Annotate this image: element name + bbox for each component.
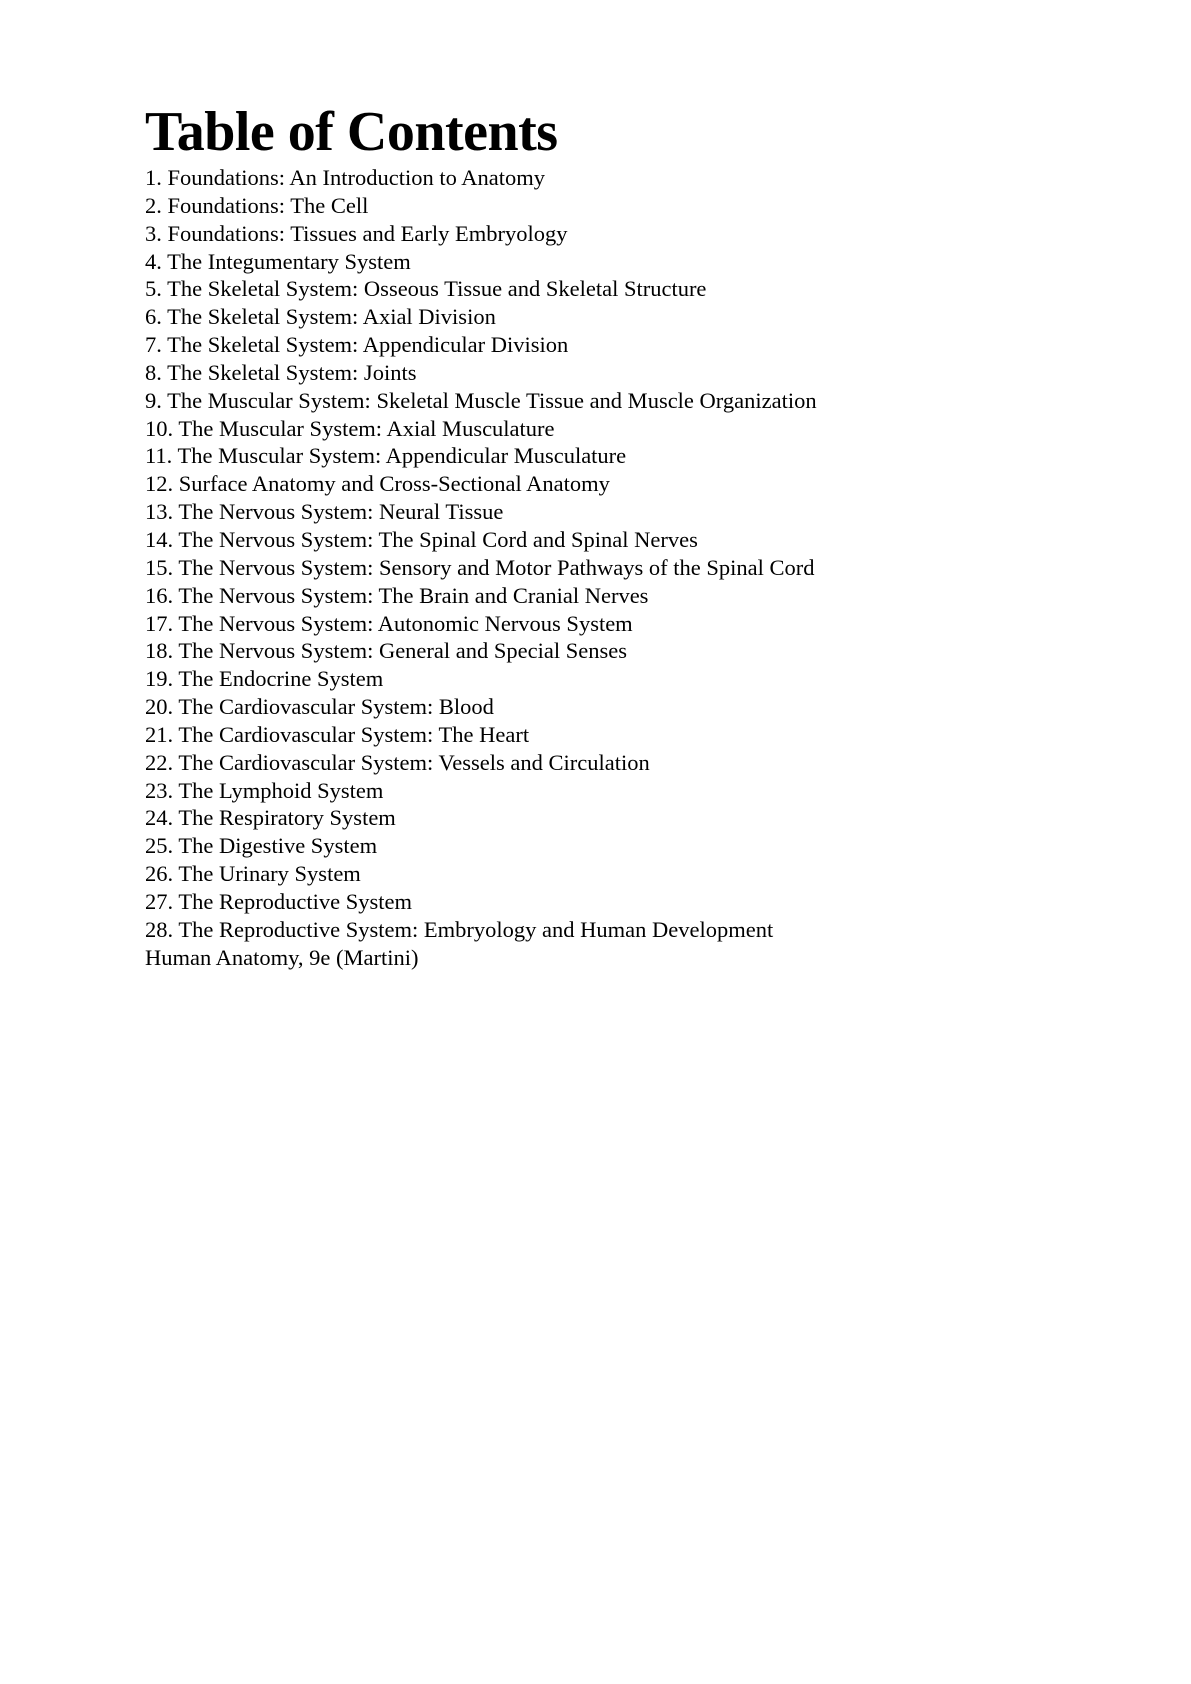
toc-entry-8: 8. The Skeletal System: Joints: [145, 359, 417, 385]
book-citation: Human Anatomy, 9e (Martini): [145, 944, 419, 970]
page-title: Table of Contents: [145, 101, 558, 163]
toc-entry-15: 15. The Nervous System: Sensory and Motor Pathways of the Spinal Cord: [145, 554, 815, 580]
toc-entry-27: 27. The Reproductive System: [145, 888, 413, 914]
toc-entry-9: 9. The Muscular System: Skeletal Muscle Tissue and Muscle Organization: [145, 387, 817, 413]
toc-entry-25: 25. The Digestive System: [145, 833, 378, 859]
toc-list: [145, 164, 1145, 944]
toc-entry-20: 20. The Cardiovascular System: Blood: [145, 694, 494, 720]
toc-entry-4: 4. The Integumentary System: [145, 248, 411, 274]
toc-entry-7: 7. The Skeletal System: Appendicular Division: [145, 332, 569, 358]
toc-entry-11: 11. The Muscular System: Appendicular Musculature: [145, 443, 627, 469]
toc-content: [145, 100, 1145, 971]
toc-entry-23: 23. The Lymphoid System: [145, 777, 384, 803]
toc-entry-21: 21. The Cardiovascular System: The Heart: [145, 721, 530, 747]
toc-entry-2: 2. Foundations: The Cell: [145, 192, 369, 218]
toc-entry-14: 14. The Nervous System: The Spinal Cord and Spinal Nerves: [145, 526, 698, 552]
toc-entry-13: 13. The Nervous System: Neural Tissue: [145, 499, 504, 525]
toc-entry-6: 6. The Skeletal System: Axial Division: [145, 304, 496, 330]
toc-entry-18: 18. The Nervous System: General and Special Senses: [145, 638, 627, 664]
toc-entry-19: 19. The Endocrine System: [145, 666, 384, 692]
toc-entry-28: 28. The Reproductive System: Embryology and Human Development: [145, 916, 774, 942]
toc-entry-24: 24. The Respiratory System: [145, 805, 396, 831]
toc-entry-3: 3. Foundations: Tissues and Early Embryology: [145, 220, 568, 246]
toc-entry-12: 12. Surface Anatomy and Cross-Sectional Anatomy: [145, 471, 610, 497]
toc-entry-26: 26. The Urinary System: [145, 861, 361, 887]
toc-entry-10: 10. The Muscular System: Axial Musculature: [145, 415, 555, 441]
toc-entry-5: 5. The Skeletal System: Osseous Tissue and Skeletal Structure: [145, 276, 707, 302]
toc-entry-16: 16. The Nervous System: The Brain and Cranial Nerves: [145, 582, 649, 608]
toc-entry-1: 1. Foundations: An Introduction to Anatomy: [145, 165, 545, 190]
toc-entry-17: 17. The Nervous System: Autonomic Nervous System: [145, 610, 633, 636]
toc-entry-22: 22. The Cardiovascular System: Vessels and Circulation: [145, 749, 650, 775]
